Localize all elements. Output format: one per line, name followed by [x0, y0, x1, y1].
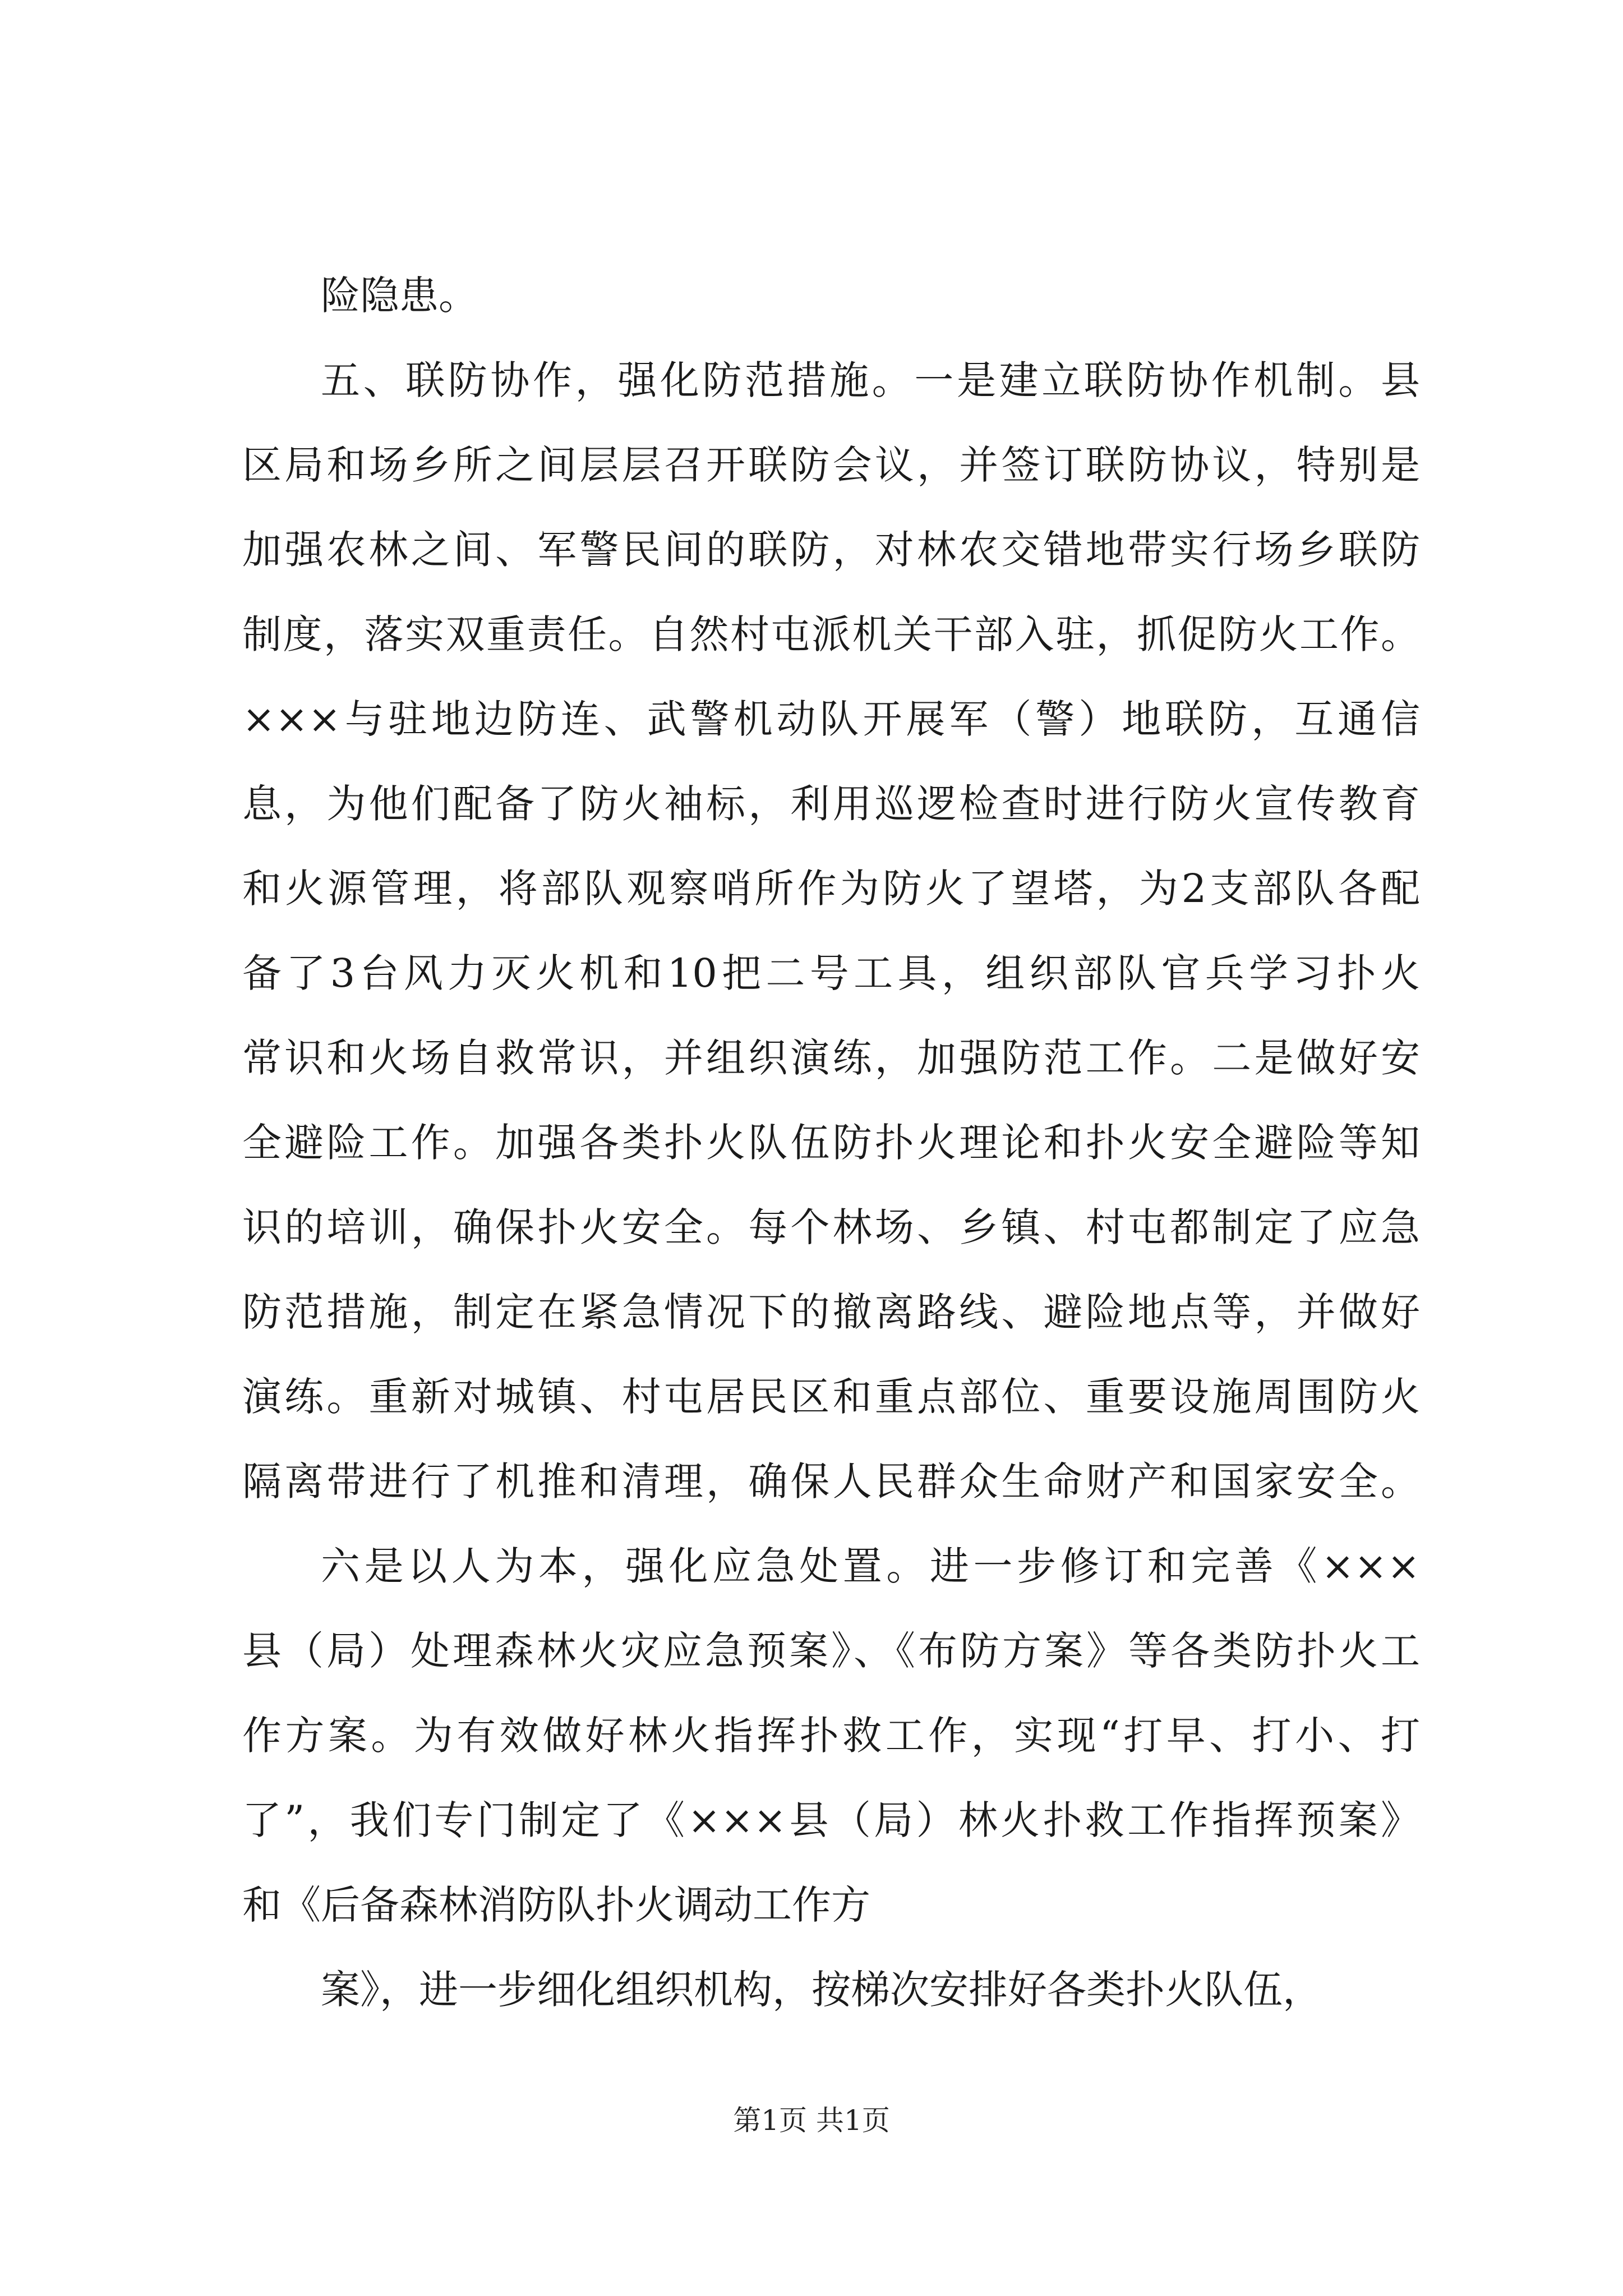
body-line: 作方案。为有效做好林火指挥扑救工作，实现“打早、打小、打 [242, 1713, 1420, 1759]
body-line: 识的培训，确保扑火安全。每个林场、乡镇、村屯都制定了应急 [242, 1204, 1420, 1250]
body-line: 常识和火场自救常识，并组织演练，加强防范工作。二是做好安 [242, 1035, 1420, 1081]
body-line: 演练。重新对城镇、村屯居民区和重点部位、重要设施周围防火 [242, 1374, 1420, 1420]
body-line: 和《后备森林消防队扑火调动工作方 [242, 1882, 870, 1928]
body-line: 五、联防协作，强化防范措施。一是建立联防协作机制。县 [321, 357, 1420, 403]
body-line: 案》，进一步细化组织机构，按梯次安排好各类扑火队伍， [321, 1967, 1322, 2013]
body-line: 加强农林之间、军警民间的联防，对林农交错地带实行场乡联防 [242, 527, 1420, 573]
body-line: 息，为他们配备了防火袖标，利用巡逻检查时进行防火宣传教育 [242, 781, 1420, 827]
body-line: 区局和场乡所之间层层召开联防会议，并签订联防协议，特别是 [242, 442, 1420, 488]
body-line: 六是以人为本，强化应急处置。进一步修订和完善《××× [321, 1543, 1420, 1589]
body-line: 了”，我们专门制定了《×××县（局）林火扑救工作指挥预案》 [242, 1797, 1420, 1843]
body-line: 备了3台风力灭火机和10把二号工具，组织部队官兵学习扑火 [242, 950, 1420, 996]
body-line: ×××与驻地边防连、武警机动队开展军（警）地联防，互通信 [242, 696, 1420, 742]
body-line: 隔离带进行了机推和清理，确保人民群众生命财产和国家安全。 [242, 1458, 1420, 1504]
body-line: 全避险工作。加强各类扑火队伍防扑火理论和扑火安全避险等知 [242, 1120, 1420, 1166]
body-line: 和火源管理，将部队观察哨所作为防火了望塔，为2支部队各配 [242, 866, 1420, 912]
body-line: 险隐患。 [321, 273, 478, 319]
body-line: 制度，落实双重责任。自然村屯派机关干部入驻，抓促防火工作。 [242, 611, 1420, 657]
page-footer: 第1页 共1页 [733, 2104, 890, 2137]
body-line: 县（局）处理森林火灾应急预案》、《布防方案》等各类防扑火工 [242, 1628, 1420, 1674]
body-line: 防范措施，制定在紧急情况下的撤离路线、避险地点等，并做好 [242, 1289, 1420, 1335]
document-body [242, 254, 1420, 2032]
